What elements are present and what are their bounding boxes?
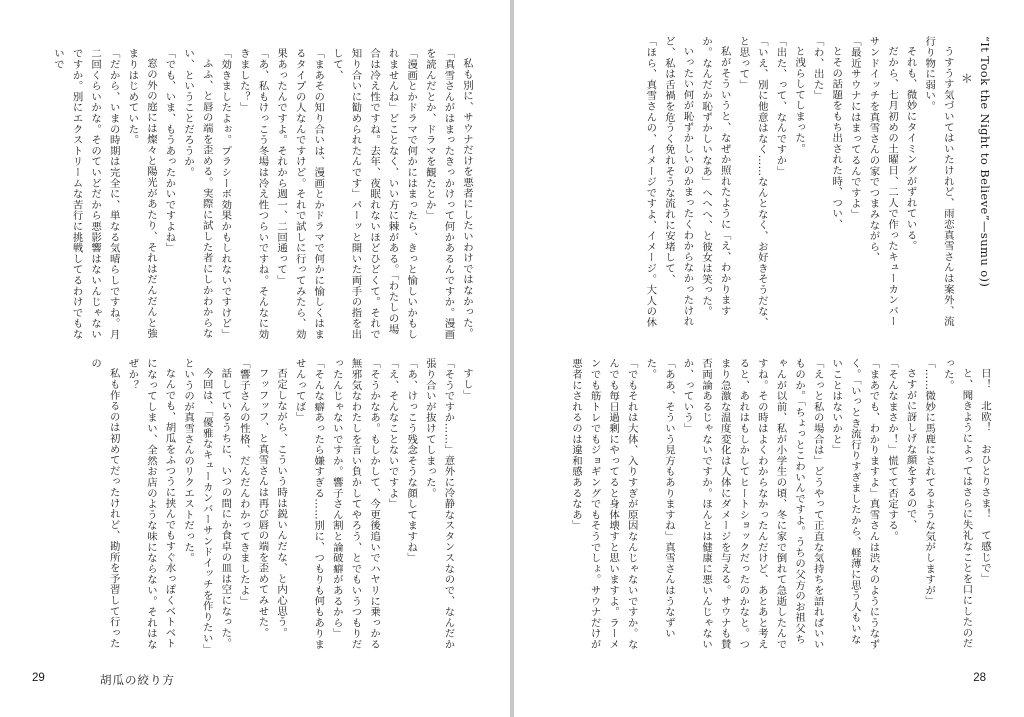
paragraph: 「そうかなあ。もしかして、今更後追いでハヤリに乗っかる無邪気なわたしを言い負かしてやろう、とでもいうつもりだったんじゃないですか。響子さん割と論破癖があるから」 — [330, 358, 381, 650]
paragraph: 「最近サウナにはまってるんですよ」 — [848, 36, 861, 220]
paragraph: 「いえ、別に他意はなく……なんとなく、お好きそうだな、と思って」 — [737, 36, 768, 328]
paragraph: 「そんな癖あったら嫌すぎる……別に、つもりも何もありませんってば」 — [293, 358, 325, 650]
paragraph: “It Took the Night to Believe”—sumu o)) — [978, 36, 992, 288]
paragraph: 私も作るのは初めてだったけれど、勘所を予習して行ったの — [89, 358, 120, 650]
paragraph: 「わ、出た」 — [811, 36, 824, 101]
paragraph: ＊ — [959, 72, 974, 85]
paragraph: 「まあでも、わかりますよ」真雪さんは渋々のようにうなずく。「いっとき流行りすぎましたから、軽薄に思う人もいないことはないかと」 — [830, 358, 880, 650]
paragraph: だから、七月初めの土曜日、二人で作ったキューカンバーサンドイッチを真雪さんの家でつまみながら、 — [867, 36, 899, 328]
paragraph: 「え、そんなことないですよ」 — [386, 358, 399, 510]
right-page — [514, 0, 1024, 717]
paragraph: 「まあその知り合いは、漫画とかドラマで何かに愉しくはまるタイプの人なんですけど。それで試しに行ってみたら、効果あったんですよ。それから週一、二回通って」 — [275, 48, 325, 340]
paragraph: 今回は、「優雅なキューカンバーサンドイッチを作りたい」というのが真雪さんのリクエストだった。 — [182, 358, 213, 650]
paragraph: 「出た、って、なんですか」 — [774, 36, 787, 177]
paragraph: 「……微妙に馬鹿にされてるような気がしますが」 — [923, 358, 936, 607]
paragraph: 「あ、私もけっこう冬場は冷え性つらいですね。そんなに効きました？」 — [237, 48, 269, 340]
paragraph: 「そんなまさか！」慌てて否定する。 — [886, 358, 899, 542]
left-page — [0, 0, 510, 717]
paragraph: 窓の外の庭には燦々と陽光があたり、それはだんだんと強まりはじめていた。 — [126, 48, 157, 340]
paragraph: 「だから、いまの時期は完全に、単なる気晴らしですね。月二回くらいかな。そのていどだから悪影響はないんじゃないですか。別にエクストリームな苦行に挑戦してるわけでもないで — [51, 48, 120, 340]
paragraph: 「効きましたよぉ。プラシーボ効果かもしれないですけど」 — [219, 48, 232, 340]
paragraph: 「あ、けっこう残念そうな顔してますね」 — [405, 358, 418, 564]
paragraph: 「ほら、真雪さんの、イメージですよ、イメージ。大人の休 — [644, 36, 657, 328]
paragraph: なんでも、胡瓜をふつうに挟んでもすぐ水っぽくベトベトになってしまい、全然お店のような味にならない。それはなぜか？ — [126, 358, 176, 650]
paragraph: 「でもそれは大体、入りすぎが原因なんじゃないですか。なんでも毎日過剰にやってると身体壊すと思いますよ。ラーメンでも筋トレでもジョギングでもそうでしょ。サウナだけが悪者にされるのは違和感あるなあ」 — [569, 358, 638, 650]
paragraph: ふふ、と唇の端を歪める。実際に試した者にしかわからない、ということだろうか。 — [182, 48, 213, 340]
paragraph: それも、微妙にタイミングがずれている。 — [904, 46, 917, 252]
paragraph: 日！ 北欧！ おひとりさま！ て感じで」 — [979, 368, 991, 585]
left-page-bottom-text — [30, 358, 476, 654]
page-number-left: 29 — [32, 672, 45, 684]
paragraph: 「でも、いま、もうあったかいですよね」 — [163, 48, 176, 254]
paragraph: とその話題をもち出された時、つい、 — [830, 46, 843, 230]
paragraph: 私がそういうと、なぜか照れたように「え、わかりますか。なんだか恥ずかしいなあ」へへへ、と彼女は笑った。 — [700, 36, 731, 317]
paragraph: さすがに訝しげな顔をするので、 — [904, 368, 917, 531]
paragraph: 「ああ、そういう見方もありますね」真雪さんはうなずいた。 — [644, 358, 675, 639]
paragraph: いったい何が恥ずかしいのかまったくわからなかったけれど、私は舌禍を危うく免れそうな流れに安堵して、 — [662, 36, 694, 328]
paragraph: と洩らしてしまった。 — [793, 46, 806, 155]
paragraph: フッフッフ、と真雪さんは再び唇の端を歪めてみせた。「響子さんの性格、だんだんわかってきましたよ」 — [237, 358, 269, 639]
paragraph: 「漫画とかドラマで何かにはまったら、きっと愉しいかもしれませんね」どことなく、いい方に棘がある。「わたしの場合は冷え性ですね。去年、夜眠れないほどひどくて。それで知り合いに勧められたんです」パーッと開いた両手の指を出して、 — [330, 48, 418, 340]
paragraph: 「えっと私の場合は」どうやって正直な気持ちを語ればいいものか。「ちょっとこわいんですよ。うちの父方のお祖父ちゃんが以前、私が小学生の頃、冬に家で倒れて急逝したんですね。その時はよくわからなかったんだけど、あとあと考えると、あれはもしかしてヒートショックだったのかなと。つまり急激な温度変化は人体にダメージを与える。サウナも賛否両論あるじゃないですか。ほんとは健康に悪いんじゃないか、っていう」 — [681, 358, 824, 650]
paragraph: 「真雪さんがはまったきっかけって何かあるんですか。漫画を読んだとか、ドラマを観たとか」 — [423, 48, 455, 340]
paragraph: 私も別に、サウナだけを悪者にしたいわけではなかった。 — [461, 58, 473, 340]
right-page-top-text — [542, 36, 994, 336]
paragraph: と、聞きようによってはさらに失礼なことを口にしたのだった。 — [941, 358, 973, 650]
left-page-top-text — [30, 48, 476, 340]
paragraph: 話しているうちに、いつの間にか食卓の皿は空になった。 — [219, 368, 232, 650]
paragraph: 否定しながら、こういう時は鋭いんだな、と内心思う。 — [275, 368, 288, 639]
page-number-right: 28 — [973, 672, 986, 684]
running-head: 胡瓜の絞り方 — [100, 673, 175, 687]
right-page-bottom-text — [542, 358, 994, 654]
paragraph: うすうす気づいてはいたけれど、雨恋真雪さんは案外、流行り物に弱い。 — [923, 36, 954, 328]
paragraph: 「そうですか……」意外に冷静なスタンスなので、なんだか張り合いが抜けてしまった。 — [423, 358, 455, 650]
paragraph: すし」 — [461, 368, 473, 401]
